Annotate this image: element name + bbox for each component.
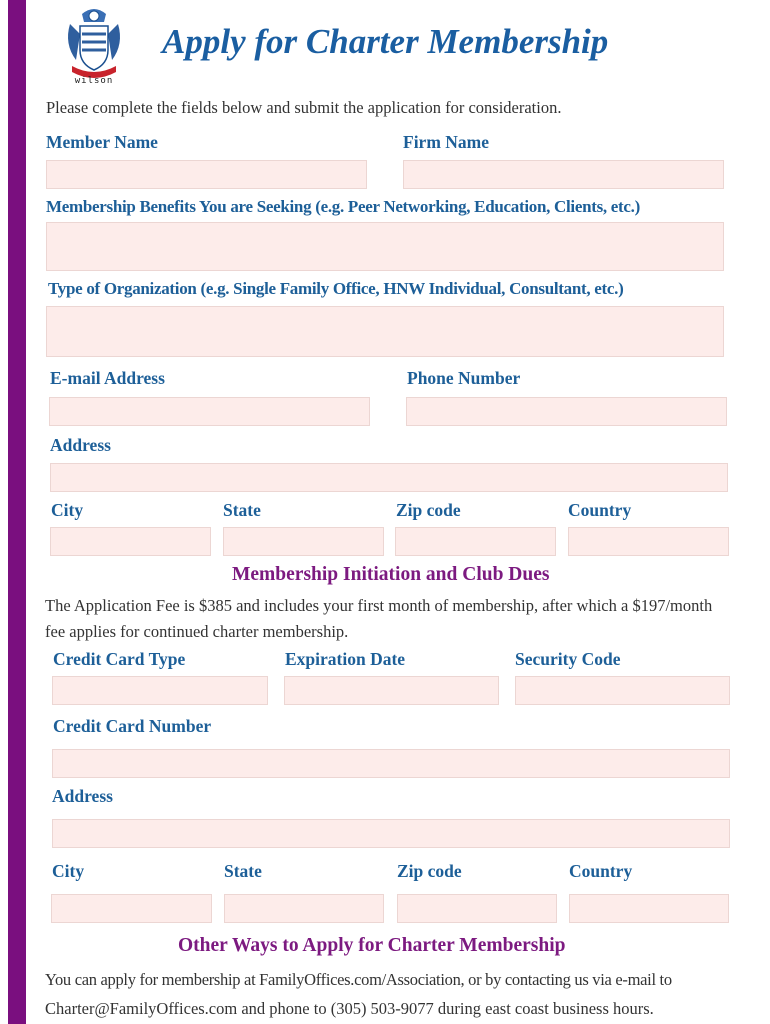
address-input[interactable] bbox=[50, 463, 728, 492]
city-label: City bbox=[51, 500, 84, 520]
page-title: Apply for Charter Membership bbox=[162, 22, 609, 61]
logo-caption: wilson bbox=[74, 76, 114, 86]
security-code-label: Security Code bbox=[515, 649, 621, 669]
billing-zip-label: Zip code bbox=[397, 861, 462, 881]
dues-heading: Membership Initiation and Club Dues bbox=[232, 564, 550, 585]
other-ways-heading: Other Ways to Apply for Charter Membership bbox=[178, 935, 566, 956]
fee-text-line2: fee applies for continued charter membership. bbox=[45, 622, 349, 641]
contact-text-line1: You can apply for membership at FamilyOffices.com/Association, or by contacting us via e-mail to bbox=[45, 970, 672, 989]
billing-address-label: Address bbox=[52, 786, 113, 806]
zip-label: Zip code bbox=[396, 500, 461, 520]
card-number-label: Credit Card Number bbox=[53, 716, 212, 736]
state-input[interactable] bbox=[223, 527, 384, 556]
benefits-label: Membership Benefits You are Seeking (e.g. Peer Networking, Education, Clients, etc.) bbox=[46, 197, 640, 216]
phone-label: Phone Number bbox=[407, 368, 521, 388]
country-input[interactable] bbox=[568, 527, 729, 556]
phone-input[interactable] bbox=[406, 397, 727, 426]
expiration-label: Expiration Date bbox=[285, 649, 406, 669]
billing-address-input[interactable] bbox=[52, 819, 730, 848]
firm-name-input[interactable] bbox=[403, 160, 724, 189]
benefits-input[interactable] bbox=[46, 222, 724, 271]
fee-text-line1: The Application Fee is $385 and includes your first month of membership, after which a $197/month bbox=[45, 596, 713, 615]
org-type-input[interactable] bbox=[46, 306, 724, 357]
billing-country-label: Country bbox=[569, 861, 633, 881]
email-input[interactable] bbox=[49, 397, 370, 426]
address-label: Address bbox=[50, 435, 111, 455]
member-name-label: Member Name bbox=[46, 132, 158, 152]
org-type-label: Type of Organization (e.g. Single Family Office, HNW Individual, Consultant, etc.) bbox=[48, 279, 624, 298]
intro-text: Please complete the fields below and submit the application for consideration. bbox=[46, 98, 562, 117]
billing-city-label: City bbox=[52, 861, 85, 881]
card-number-input[interactable] bbox=[52, 749, 730, 778]
city-input[interactable] bbox=[50, 527, 211, 556]
contact-text-line2: Charter@FamilyOffices.com and phone to (305) 503-9077 during east coast business hours. bbox=[45, 999, 654, 1018]
billing-city-input[interactable] bbox=[51, 894, 212, 923]
billing-state-input[interactable] bbox=[224, 894, 384, 923]
side-accent-bar bbox=[8, 0, 26, 1024]
email-label: E-mail Address bbox=[50, 368, 165, 388]
card-type-label: Credit Card Type bbox=[53, 649, 186, 669]
member-name-input[interactable] bbox=[46, 160, 367, 189]
billing-country-input[interactable] bbox=[569, 894, 729, 923]
security-code-input[interactable] bbox=[515, 676, 730, 705]
billing-zip-input[interactable] bbox=[397, 894, 557, 923]
state-label: State bbox=[223, 500, 261, 520]
zip-input[interactable] bbox=[395, 527, 556, 556]
expiration-input[interactable] bbox=[284, 676, 499, 705]
billing-state-label: State bbox=[224, 861, 262, 881]
country-label: Country bbox=[568, 500, 632, 520]
card-type-input[interactable] bbox=[52, 676, 268, 705]
firm-name-label: Firm Name bbox=[403, 132, 490, 152]
